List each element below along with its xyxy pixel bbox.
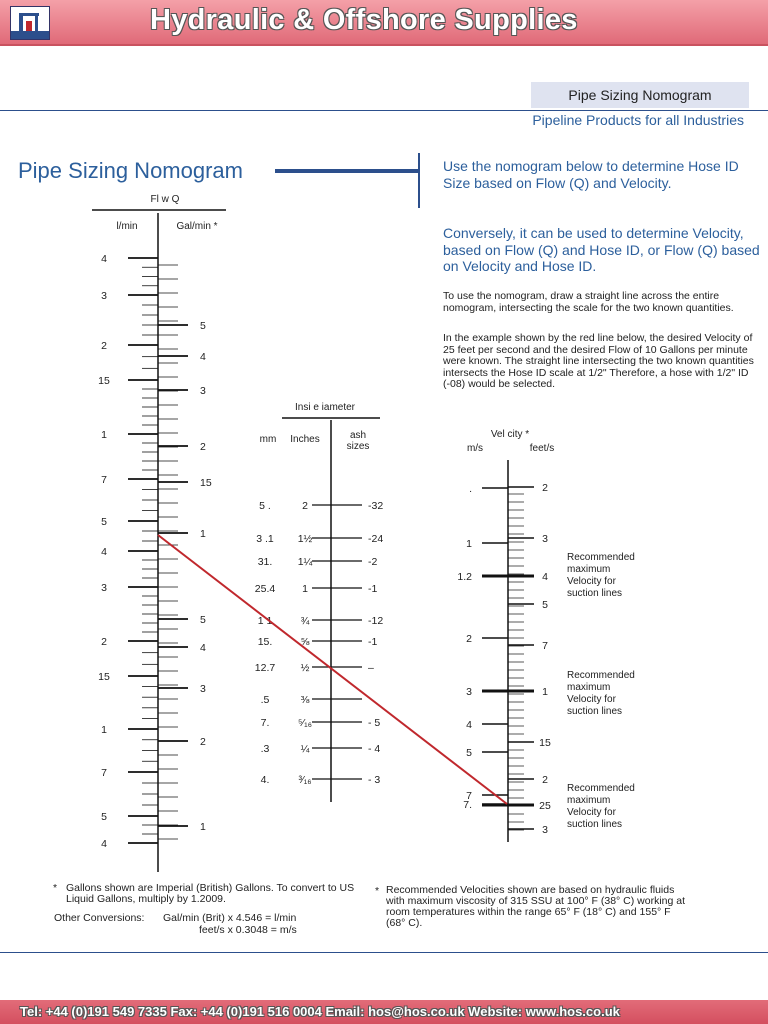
intro-paragraph-1: Use the nomogram below to determine Hose ID Size based on Flow (Q) and Velocity. — [443, 158, 739, 191]
velocity-right-tick-label: 15 — [539, 737, 551, 749]
flow-left-tick-label: 15 — [98, 375, 110, 387]
velocity-recommendation-note: suction lines — [567, 819, 623, 830]
diameter-mm-label: 4. — [260, 774, 270, 786]
velocity-recommendation-note: suction lines — [567, 706, 623, 717]
flow-left-tick-label: 1 — [101, 724, 107, 736]
example-line — [158, 535, 507, 804]
flow-left-tick-label: 3 — [101, 290, 107, 302]
flow-left-unit: l/min — [116, 221, 138, 232]
diameter-dash-label: - 3 — [368, 774, 381, 786]
velocity-recommendation-note: Recommended — [567, 670, 635, 681]
velocity-recommendation-note: maximum — [567, 795, 611, 806]
flow-right-tick-label: 3 — [200, 385, 206, 397]
diameter-mm-label: 7. — [260, 717, 270, 729]
conversion-velocity: feet/s x 0.3048 = m/s — [199, 924, 297, 936]
diameter-inch-label: 1 — [302, 583, 308, 595]
flow-right-tick-label: 1 — [200, 821, 206, 833]
velocity-recommendation-note: Recommended — [567, 552, 635, 563]
velocity-right-tick-label: 7 — [542, 640, 548, 652]
velocity-recommendation-note: suction lines — [567, 588, 623, 599]
diameter-inch-label: ⅜ — [300, 694, 310, 706]
velocity-scale-title: Vel city * — [490, 429, 530, 440]
flow-left-tick-label: 4 — [101, 546, 107, 558]
diameter-mm-label: 31. — [257, 556, 273, 568]
flow-right-tick-label: 2 — [200, 441, 206, 453]
flow-right-tick-label: 1 — [200, 528, 206, 540]
instructions-paragraph: To use the nomogram, draw a straight line across the entire nomogram, intersecting the scale for the two known quantities. — [443, 290, 734, 314]
flow-left-tick-label: 1 — [101, 429, 107, 441]
gallons-note: Gallons shown are Imperial (British) Gallons. To convert to US Liquid Gallons, multiply by 1.2009. — [66, 882, 355, 905]
diameter-dash-label: -12 — [368, 615, 384, 627]
flow-right-unit: Gal/min * — [176, 221, 218, 232]
velocity-right-tick-label: 2 — [542, 774, 548, 786]
diameter-inch-label: 2 — [302, 500, 308, 512]
gallons-star: * — [53, 882, 58, 894]
diameter-inch-label: ¼ — [300, 743, 310, 755]
flow-right-tick-label: 5 — [200, 614, 206, 626]
top-divider — [0, 110, 768, 111]
tagline: Pipeline Products for all Industries — [532, 112, 744, 128]
diameter-scale-title: Insi e iameter — [294, 402, 356, 413]
conversions-label: Other Conversions: — [54, 912, 145, 924]
velocity-recommendation-note: Velocity for — [567, 576, 616, 587]
diameter-dash-label: - 4 — [368, 743, 381, 755]
velocity-left-unit: m/s — [466, 443, 484, 454]
diameter-col-inches: Inches — [290, 434, 320, 445]
flow-right-tick-label: 15 — [200, 477, 212, 489]
diameter-mm-label: 12.7 — [254, 662, 276, 674]
diameter-mm-label: 25.4 — [254, 583, 276, 595]
diameter-dash-label: - 5 — [368, 717, 381, 729]
velocity-right-tick-label: 4 — [542, 571, 548, 583]
flow-right-tick-label: 4 — [200, 351, 206, 363]
diameter-dash-label: -32 — [368, 500, 384, 512]
flow-left-tick-label: 7 — [101, 767, 107, 779]
diameter-col-mm: mm — [259, 434, 277, 445]
velocity-left-tick-label: 7. — [463, 799, 472, 811]
bottom-divider — [0, 952, 768, 953]
company-name: Hydraulic & Offshore Supplies — [150, 4, 578, 36]
velocity-right-unit: feet/s — [529, 443, 555, 454]
diameter-inch-label: ⅝ — [300, 636, 310, 648]
velocity-right-tick-label: 3 — [542, 824, 548, 836]
velocity-left-tick-label: 2 — [466, 633, 472, 645]
velocity-recommendation-note: maximum — [567, 682, 611, 693]
flow-left-tick-label: 4 — [101, 838, 107, 850]
diameter-mm-label: 1 1 — [257, 615, 273, 627]
velocity-left-tick-label: 1 — [466, 538, 472, 550]
diameter-mm-label: 5 . — [259, 500, 271, 512]
diameter-inch-label: ½ — [300, 662, 310, 674]
diameter-inch-label: 1½ — [297, 533, 313, 545]
flow-left-tick-label: 15 — [98, 671, 110, 683]
velocity-star: * — [375, 885, 380, 897]
velocity-left-tick-label: 4 — [466, 719, 472, 731]
velocity-recommendation-note: Velocity for — [567, 694, 616, 705]
velocity-left-tick-label: 5 — [466, 747, 472, 759]
flow-left-tick-label: 4 — [101, 253, 107, 265]
velocity-right-tick-label: 2 — [542, 482, 548, 494]
velocity-right-tick-label: 1 — [542, 686, 548, 698]
flow-left-tick-label: 5 — [101, 516, 107, 528]
page-title: Pipe Sizing Nomogram — [18, 158, 243, 183]
diameter-col-dash-2: sizes — [346, 441, 370, 452]
diameter-dash-label: -1 — [368, 636, 378, 648]
intro-paragraph-2: Conversely, it can be used to determine Velocity, based on Flow (Q) and Hose ID, or Flow (Q) based on Velocity and Hose ID. — [443, 225, 760, 274]
velocity-recommendation-note: maximum — [567, 564, 611, 575]
diameter-col-dash: ash — [349, 430, 367, 441]
velocity-recommendation-note: Recommended — [567, 783, 635, 794]
diameter-dash-label: – — [368, 662, 374, 674]
diameter-inch-label: ¾ — [300, 615, 310, 627]
flow-right-tick-label: 3 — [200, 683, 206, 695]
company-logo-icon — [10, 6, 50, 40]
diameter-mm-label: 3 .1 — [256, 533, 274, 545]
flow-left-tick-label: 3 — [101, 582, 107, 594]
footer-bar — [0, 1000, 768, 1024]
velocity-left-tick-label: 3 — [466, 686, 472, 698]
diameter-dash-label: -24 — [368, 533, 384, 545]
flow-right-tick-label: 2 — [200, 736, 206, 748]
velocity-right-tick-label: 5 — [542, 599, 548, 611]
pipe-sizing-nomogram — [0, 185, 768, 885]
diameter-mm-label: .3 — [260, 743, 270, 755]
velocity-left-tick-label: . — [469, 483, 472, 495]
header-bar — [0, 0, 768, 46]
velocity-left-tick-label: 7 — [466, 790, 472, 802]
flow-scale-title: Fl w Q — [150, 194, 180, 205]
flow-right-tick-label: 4 — [200, 642, 206, 654]
document-label: Pipe Sizing Nomogram — [531, 82, 749, 108]
flow-left-tick-label: 5 — [101, 811, 107, 823]
velocity-note: Recommended Velocities shown are based on hydraulic fluids with maximum viscosity of 315 SSU at 100° F (38° C) working at room temperatures within the range 65° F (18° C) and 155° F (68° C). — [386, 884, 685, 929]
flow-left-tick-label: 7 — [101, 474, 107, 486]
diameter-inch-label: ³⁄₁₆ — [298, 774, 312, 786]
diameter-inch-label: ⁵⁄₁₆ — [298, 717, 312, 729]
flow-left-tick-label: 2 — [101, 340, 107, 352]
title-rule — [275, 169, 420, 173]
flow-right-tick-label: 5 — [200, 320, 206, 332]
velocity-left-tick-label: 1.2 — [457, 571, 472, 583]
example-paragraph: In the example shown by the red line below, the desired Velocity of 25 feet per second and the desired Flow of 10 Gallons per minute were known. The straight line intersecting the two known quantities intersects the Hose ID scale at 1/2" Therefore, a hose with 1/2" ID (-08) would be selected. — [443, 332, 754, 390]
diameter-dash-label: -2 — [368, 556, 378, 568]
diameter-inch-label: 1¼ — [297, 556, 313, 568]
diameter-dash-label: -1 — [368, 583, 378, 595]
velocity-recommendation-note: Velocity for — [567, 807, 616, 818]
conversion-flow: Gal/min (Brit) x 4.546 = l/min — [163, 912, 297, 924]
flow-left-tick-label: 2 — [101, 636, 107, 648]
velocity-right-tick-label: 25 — [539, 800, 551, 812]
diameter-mm-label: .5 — [260, 694, 270, 706]
diameter-mm-label: 15. — [257, 636, 273, 648]
velocity-right-tick-label: 3 — [542, 533, 548, 545]
contact-details: Tel: +44 (0)191 549 7335 Fax: +44 (0)191 516 0004 Email: hos@hos.co.uk Website: www.hos.co.uk — [20, 1004, 620, 1019]
